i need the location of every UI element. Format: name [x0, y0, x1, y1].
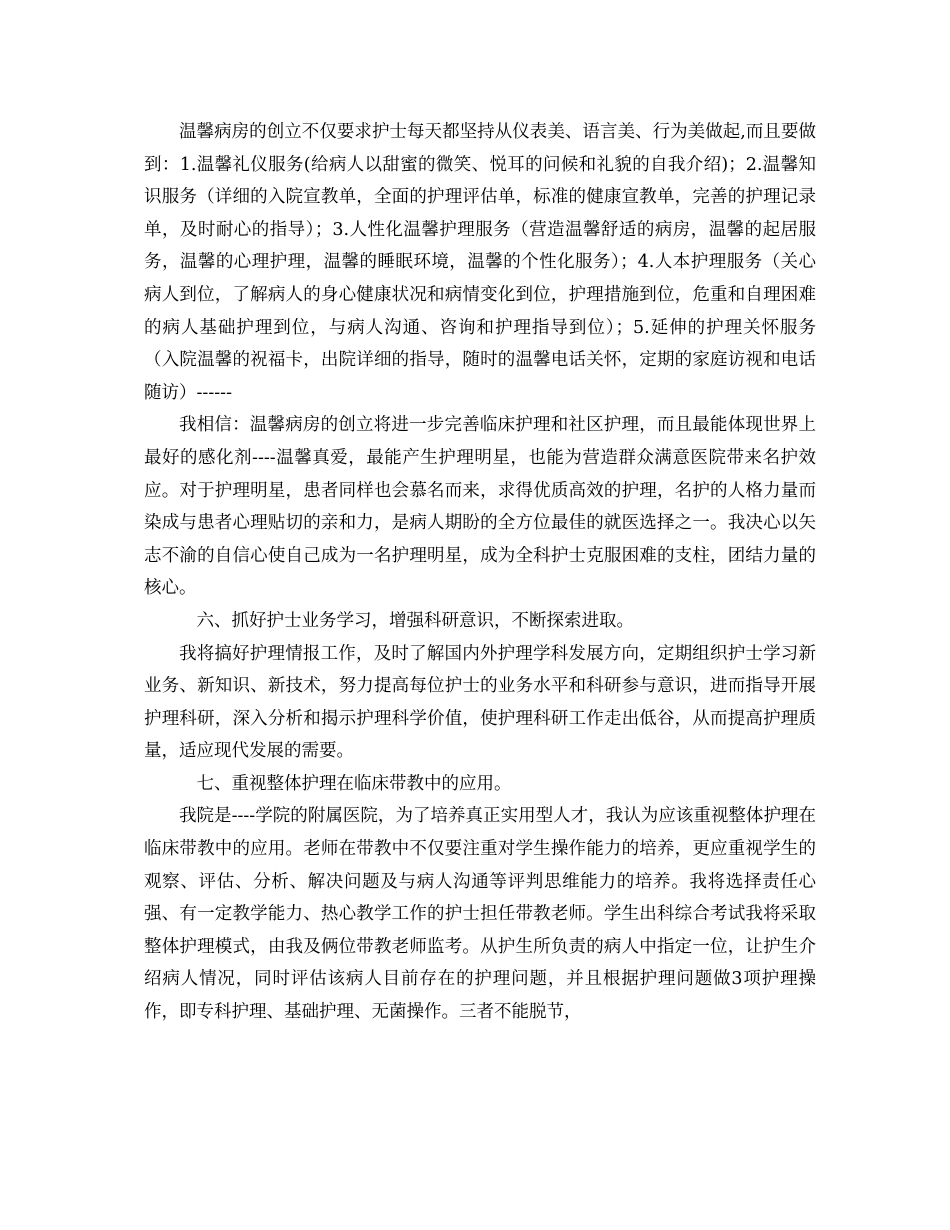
paragraph-warm-ward-services: 温馨病房的创立不仅要求护士每天都坚持从仪表美、语言美、行为美做起,而且要做到：1.温馨礼仪服务(给病人以甜蜜的微笑、悦耳的问候和礼貌的自我介绍)；2.温馨知识服务（详细的入院宣教单，全面的护理评估单，标准的健康宣教单，完善的护理记录单，及时耐心的指导）；3.人性化温馨护理服务（营造温馨舒适的病房，温馨的起居服务，温馨的心理护理，温馨的睡眠环境，温馨的个性化服务）；4.人本护理服务（关心病人到位，了解病人的身心健康状况和病情变化到位，护理措施到位，危重和自理困难的病人基础护理到位，与病人沟通、咨询和护理指导到位）；5.延伸的护理关怀服务（入院温馨的祝福卡，出院详细的指导，随时的温馨电话关怀，定期的家庭访视和电话随访）------: [144, 122, 816, 403]
section-heading-six: 六、抓好护士业务学习，增强科研意识，不断探索进取。: [196, 610, 634, 631]
section-heading-seven: 七、重视整体护理在临床带教中的应用。: [196, 773, 512, 794]
paragraph-belief-nursing-star: 我相信：温馨病房的创立将进一步完善临床护理和社区护理，而且最能体现世界上最好的感化剂----温馨真爱，最能产生护理明星，也能为营造群众满意医院带来名护效应。对于护理明星，患者同样也会慕名而来，求得优质高效的护理，名护的人格力量而染成与患者心理贴切的亲和力，是病人期盼的全方位最佳的就医选择之一。我决心以矢志不渝的自信心使自己成为一名护理明星，成为全科护士克服困难的支柱，团结力量的核心。: [144, 415, 816, 599]
paragraph-clinical-teaching: 我院是----学院的附属医院，为了培养真正实用型人才，我认为应该重视整体护理在临床带教中的应用。老师在带教中不仅要注重对学生操作能力的培养，更应重视学生的观察、评估、分析、解决问题及与病人沟通等评判思维能力的培养。我将选择责任心强、有一定教学能力、热心教学工作的护士担任带教老师。学生出科综合考试我将采取整体护理模式，由我及俩位带教老师监考。从护生所负责的病人中指定一位，让护生介绍病人情况，同时评估该病人目前存在的护理问题，并且根据护理问题做3项护理操作，即专科护理、基础护理、无菌操作。三者不能脱节，: [144, 806, 816, 1023]
document-body: [144, 116, 816, 1029]
paragraph-nursing-research: 我将搞好护理情报工作，及时了解国内外护理学科发展方向，定期组织护士学习新业务、新知识、新技术，努力提高每位护士的业务水平和科研参与意识，进而指导开展护理科研，深入分析和揭示护理科学价值，使护理科研工作走出低谷，从而提高护理质量，适应现代发展的需要。: [144, 643, 816, 762]
